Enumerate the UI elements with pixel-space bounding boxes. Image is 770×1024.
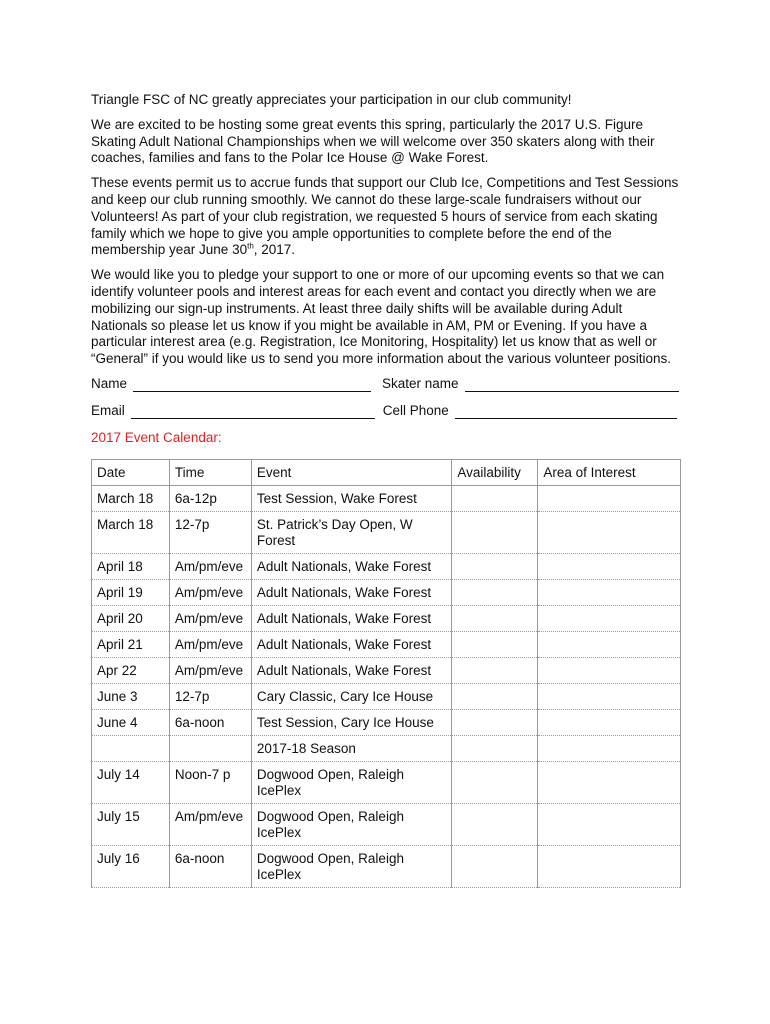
row-date: April 20: [92, 605, 170, 631]
row-date: April 21: [92, 631, 170, 657]
table-row: [92, 511, 681, 553]
name-label: Name: [91, 375, 128, 391]
name-field[interactable]: [133, 379, 371, 392]
table-row: [92, 631, 681, 657]
row-date: April 18: [92, 553, 170, 579]
row-event: Adult Nationals, Wake Forest: [251, 657, 452, 683]
row-date: July 14: [92, 761, 170, 803]
row-time: 12-7p: [169, 683, 251, 709]
interest-cell[interactable]: [538, 735, 681, 761]
availability-cell[interactable]: [452, 553, 538, 579]
availability-cell[interactable]: [452, 735, 538, 761]
availability-cell[interactable]: [452, 709, 538, 735]
table-row: [92, 553, 681, 579]
form-row-email: [91, 403, 681, 419]
email-label: Email: [91, 402, 125, 418]
row-time: Am/pm/eve: [169, 803, 251, 845]
row-time: Am/pm/eve: [169, 631, 251, 657]
row-event: Test Session, Cary Ice House: [251, 709, 452, 735]
row-event: Dogwood Open, Raleigh IcePlex: [251, 803, 452, 845]
availability-cell[interactable]: [452, 511, 538, 553]
skater-name-label: Skater name: [382, 375, 459, 391]
interest-cell[interactable]: [538, 683, 681, 709]
table-row: [92, 845, 681, 887]
cell-phone-label: Cell Phone: [382, 402, 449, 418]
row-time: Am/pm/eve: [169, 579, 251, 605]
interest-cell[interactable]: [538, 553, 681, 579]
table-row: [92, 683, 681, 709]
row-event: St. Patrick’s Day Open, W Forest: [251, 511, 452, 553]
table-row: [92, 735, 681, 761]
interest-cell[interactable]: [538, 511, 681, 553]
availability-cell[interactable]: [452, 683, 538, 709]
row-time: Noon-7 p: [169, 761, 251, 803]
skater-name-field[interactable]: [465, 379, 679, 392]
letter-page: [91, 92, 681, 888]
calendar-title: 2017 Event Calendar:: [91, 429, 222, 445]
fundraiser-text-end: , 2017.: [253, 242, 296, 258]
header-date: Date: [92, 459, 170, 485]
interest-cell[interactable]: [538, 803, 681, 845]
row-time: [169, 735, 251, 761]
table-header-row: [92, 459, 681, 485]
table-row: [92, 579, 681, 605]
row-time: 6a-noon: [169, 845, 251, 887]
availability-cell[interactable]: [452, 579, 538, 605]
row-date: July 15: [92, 803, 170, 845]
table-row: [92, 485, 681, 511]
availability-cell[interactable]: [452, 631, 538, 657]
header-event: Event: [251, 459, 452, 485]
intro-paragraph: Triangle FSC of NC greatly appreciates your participation in our club community!: [91, 92, 572, 107]
row-event: Adult Nationals, Wake Forest: [251, 579, 452, 605]
pledge-paragraph: We would like you to pledge your support to one or more of our upcoming events so that we can identify volunteer pools and interest areas for each event and contact you directly when we are mobilizing our sign-up instruments. At least three daily shifts will be available during Adult Nationals so please let us know if you might be available in AM, PM or Evening. If you have a particular interest area (e.g. Registration, Ice Monitoring, Hospitality) let us know that as well or “General” if you would like us to send you more information about the various volunteer positions.: [91, 267, 672, 367]
interest-cell[interactable]: [538, 485, 681, 511]
availability-cell[interactable]: [452, 761, 538, 803]
availability-cell[interactable]: [452, 845, 538, 887]
row-time: 6a-noon: [169, 709, 251, 735]
events-paragraph: We are excited to be hosting some great events this spring, particularly the 2017 U.S. Figure Skating Adult National Championships when we will welcome over 350 skaters along with their coaches, families and fans to the Polar Ice House @ Wake Forest.: [91, 116, 655, 166]
email-field[interactable]: [131, 406, 375, 419]
row-time: Am/pm/eve: [169, 553, 251, 579]
availability-cell[interactable]: [452, 485, 538, 511]
table-row: [92, 709, 681, 735]
row-time: Am/pm/eve: [169, 605, 251, 631]
event-calendar-table: [91, 459, 681, 888]
row-event: Dogwood Open, Raleigh IcePlex: [251, 845, 452, 887]
row-date: March 18: [92, 485, 170, 511]
row-event: Cary Classic, Cary Ice House: [251, 683, 452, 709]
interest-cell[interactable]: [538, 605, 681, 631]
table-row: [92, 605, 681, 631]
interest-cell[interactable]: [538, 709, 681, 735]
row-time: 6a-12p: [169, 485, 251, 511]
row-date: July 16: [92, 845, 170, 887]
header-time: Time: [169, 459, 251, 485]
interest-cell[interactable]: [538, 657, 681, 683]
row-date: June 4: [92, 709, 170, 735]
row-event: Adult Nationals, Wake Forest: [251, 605, 452, 631]
table-row: [92, 803, 681, 845]
row-event: Adult Nationals, Wake Forest: [251, 631, 452, 657]
fundraiser-text: These events permit us to accrue funds that support our Club Ice, Competitions and Test Sessions and keep our club running smoothly. We cannot do these large-scale fundraisers without our Volunteers! As part of your club registration, we requested 5 hours of service from each skating family which we hope to give you ample opportunities to complete before the end of the membership year June 30: [91, 175, 679, 258]
row-event: 2017-18 Season: [251, 735, 452, 761]
ordinal-suffix: th: [247, 241, 254, 251]
row-event: Adult Nationals, Wake Forest: [251, 553, 452, 579]
interest-cell[interactable]: [538, 845, 681, 887]
form-row-name: [91, 376, 681, 392]
interest-cell[interactable]: [538, 631, 681, 657]
table-row: [92, 657, 681, 683]
interest-cell[interactable]: [538, 579, 681, 605]
row-date: March 18: [92, 511, 170, 553]
availability-cell[interactable]: [452, 657, 538, 683]
availability-cell[interactable]: [452, 803, 538, 845]
row-date: June 3: [92, 683, 170, 709]
header-area-of-interest: Area of Interest: [538, 459, 681, 485]
header-availability: Availability: [452, 459, 538, 485]
row-event: Dogwood Open, Raleigh IcePlex: [251, 761, 452, 803]
row-event: Test Session, Wake Forest: [251, 485, 452, 511]
contact-form: [91, 376, 681, 419]
row-time: 12-7p: [169, 511, 251, 553]
fundraiser-paragraph: [91, 175, 681, 259]
row-date: [92, 735, 170, 761]
table-row: [92, 761, 681, 803]
row-date: Apr 22: [92, 657, 170, 683]
row-time: Am/pm/eve: [169, 657, 251, 683]
cell-phone-field[interactable]: [455, 406, 677, 419]
interest-cell[interactable]: [538, 761, 681, 803]
availability-cell[interactable]: [452, 605, 538, 631]
row-date: April 19: [92, 579, 170, 605]
